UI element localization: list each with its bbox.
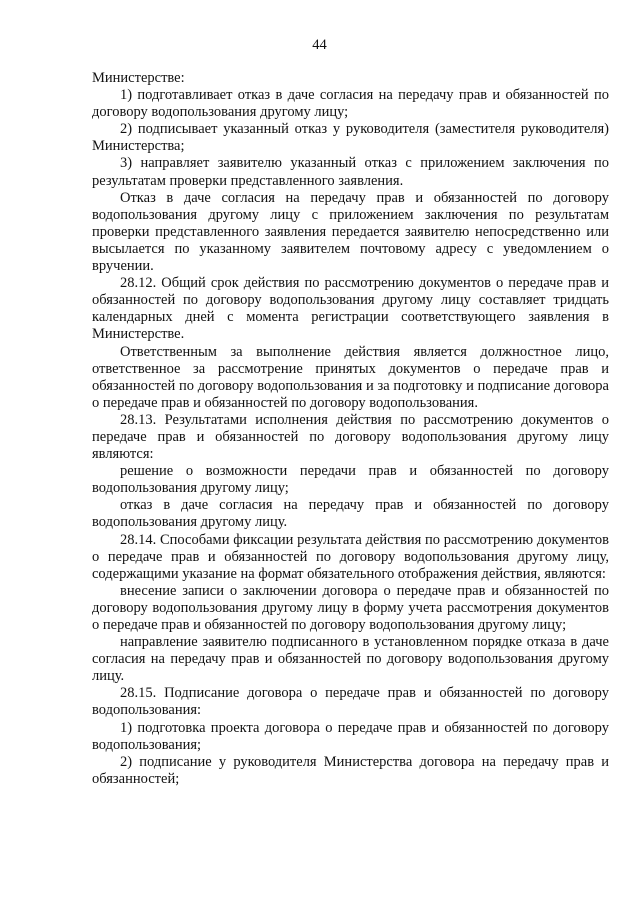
paragraph-continuation: Министерстве: [92,70,185,86]
paragraph-28-13: 28.13. Результатами исполнения действия по рассмотрению документов о передаче прав и обязанностей по договору водопользования другому лицу являются: [92,411,609,463]
paragraph-refusal-delivery: Отказ в даче согласия на передачу прав и обязанностей по договору водопользования другому лицу с приложением заключения по результатам проверки представленного заявления передается заявителю непосредственно или высылается по указанному заявителем почтовому адресу с уведомлением о вручении. [92,189,609,275]
list-item-prepare-draft: 1) подготовка проекта договора о передаче прав и обязанностей по договору водопользования; [92,719,609,753]
page-number: 44 [312,37,327,53]
list-item-decision: решение о возможности передачи прав и обязанностей по договору водопользования другому лицу; [92,463,609,497]
paragraph-28-15: 28.15. Подписание договора о передаче прав и обязанностей по договору водопользования: [92,685,609,719]
list-item-sign-refusal: 2) подписывает указанный отказ у руководителя (заместителя руководителя) Министерства; [92,121,609,155]
paragraph-28-14: 28.14. Способами фиксации результата действия по рассмотрению документов о передаче прав и обязанностей по договору водопользования другому лицу, содержащими указание на формат обязательного отображения действия, являются: [92,531,609,582]
list-item-send-refusal: 3) направляет заявителю указанный отказ с приложением заключения по результатам проверки представленного заявления. [92,155,609,189]
list-item-sign-contract: 2) подписание у руководителя Министерства договора на передачу прав и обязанностей; [92,753,609,787]
list-item-send-signed-refusal: направление заявителю подписанного в установленном порядке отказа в даче согласия на передачу прав и обязанностей по договору водопользования другому лицу. [92,634,609,685]
paragraph-responsible-official: Ответственным за выполнение действия является должностное лицо, ответственное за рассмотрение принятых документов о передаче прав и обязанностей по договору водопользования и за подготовку и подписание договора о передаче прав и обязанностей по договору водопользования. [92,343,609,411]
list-item-record-entry: внесение записи о заключении договора о передаче прав и обязанностей по договору водопользования другому лицу в форму учета рассмотрения документов о передаче прав и обязанностей по договору водопользования другому лицу; [92,582,609,633]
document-body [92,70,609,788]
list-item-refusal: отказ в даче согласия на передачу прав и обязанностей по договору водопользования другому лицу. [92,497,609,531]
list-item-prepare-refusal: 1) подготавливает отказ в даче согласия на передачу прав и обязанностей по договору водопользования другому лицу; [92,87,609,121]
paragraph-28-12: 28.12. Общий срок действия по рассмотрению документов о передаче прав и обязанностей по договору водопользования другому лицу составляет тридцать календарных дней с момента регистрации соответствующего заявления в Министерстве. [92,275,609,343]
